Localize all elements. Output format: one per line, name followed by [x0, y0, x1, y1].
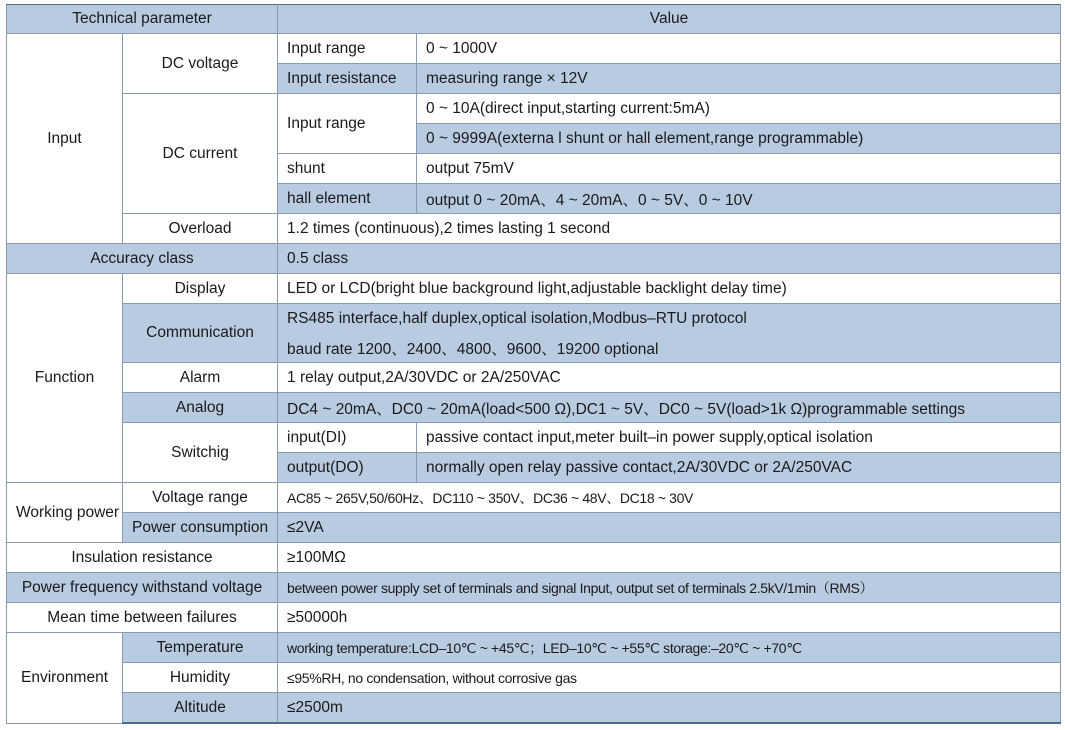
- header-value: Value: [278, 5, 1061, 34]
- table-row: [7, 363, 1061, 393]
- dc-voltage-range-value: 0 ~ 1000V: [417, 34, 1061, 64]
- analog-value: DC4 ~ 20mA、DC0 ~ 20mA(load<500 Ω),DC1 ~ 5V、DC0 ~ 5V(load>1k Ω)programmable settings: [278, 393, 1061, 423]
- working-power-label: Working power: [7, 483, 123, 543]
- dc-current-range-value-1: 0 ~ 10A(direct input,starting current:5mA): [417, 94, 1061, 124]
- dc-current-hall-value: output 0 ~ 20mA、4 ~ 20mA、0 ~ 5V、0 ~ 10V: [417, 184, 1061, 214]
- dc-voltage-resistance-label: Input resistance: [278, 64, 417, 94]
- accuracy-value: 0.5 class: [278, 244, 1061, 274]
- input-label: Input: [7, 34, 123, 244]
- dc-current-shunt-value: output 75mV: [417, 154, 1061, 184]
- humidity-value: ≤95%RH, no condensation, without corrosive gas: [278, 663, 1061, 693]
- table-row: [7, 304, 1061, 334]
- table-row: [7, 633, 1061, 663]
- power-consumption-label: Power consumption: [123, 513, 278, 543]
- temperature-value: working temperature:LCD–10℃ ~ +45℃；LED–10℃ ~ +55℃ storage:–20℃ ~ +70℃: [278, 633, 1061, 663]
- voltage-range-value: AC85 ~ 265V,50/60Hz、DC110 ~ 350V、DC36 ~ 48V、DC18 ~ 30V: [278, 483, 1061, 513]
- dc-voltage-range-label: Input range: [278, 34, 417, 64]
- table-row: [7, 423, 1061, 453]
- insulation-label: Insulation resistance: [7, 543, 278, 573]
- temperature-label: Temperature: [123, 633, 278, 663]
- alarm-value: 1 relay output,2A/30VDC or 2A/250VAC: [278, 363, 1061, 393]
- table-row: [7, 603, 1061, 633]
- switching-do-value: normally open relay passive contact,2A/30VDC or 2A/250VAC: [417, 453, 1061, 483]
- table-row: [7, 214, 1061, 244]
- insulation-value: ≥100MΩ: [278, 543, 1061, 573]
- switching-di-value: passive contact input,meter built–in power supply,optical isolation: [417, 423, 1061, 453]
- table-row: [7, 513, 1061, 543]
- communication-value-1: RS485 interface,half duplex,optical isolation,Modbus–RTU protocol: [278, 304, 1061, 334]
- function-label: Function: [7, 274, 123, 483]
- table-row: [7, 94, 1061, 124]
- spec-table-wrapper: [6, 4, 1060, 724]
- table-row: [7, 244, 1061, 274]
- header-param: Technical parameter: [7, 5, 278, 34]
- voltage-range-label: Voltage range: [123, 483, 278, 513]
- alarm-label: Alarm: [123, 363, 278, 393]
- dc-voltage-resistance-value: measuring range × 12V: [417, 64, 1061, 94]
- table-row: [7, 34, 1061, 64]
- display-value: LED or LCD(bright blue background light,adjustable backlight delay time): [278, 274, 1061, 304]
- dc-current-shunt-label: shunt: [278, 154, 417, 184]
- table-row: [7, 573, 1061, 603]
- dc-current-range-value-2: 0 ~ 9999A(externa l shunt or hall element,range programmable): [417, 124, 1061, 154]
- withstand-value: between power supply set of terminals and signal Input, output set of terminals 2.5kV/1min（RMS）: [278, 573, 1061, 603]
- mtbf-label: Mean time between failures: [7, 603, 278, 633]
- dc-voltage-label: DC voltage: [123, 34, 278, 94]
- mtbf-value: ≥50000h: [278, 603, 1061, 633]
- overload-label: Overload: [123, 214, 278, 244]
- environment-label: Environment: [7, 633, 123, 724]
- table-row: [7, 693, 1061, 724]
- withstand-label: Power frequency withstand voltage: [7, 573, 278, 603]
- dc-current-label: DC current: [123, 94, 278, 214]
- dc-current-range-label: Input range: [278, 94, 417, 154]
- table-row: [7, 663, 1061, 693]
- altitude-label: Altitude: [123, 693, 278, 724]
- overload-value: 1.2 times (continuous),2 times lasting 1 second: [278, 214, 1061, 244]
- altitude-value: ≤2500m: [278, 693, 1061, 724]
- communication-label: Communication: [123, 304, 278, 363]
- communication-value-2: baud rate 1200、2400、4800、9600、19200 optional: [278, 333, 1061, 363]
- table-header-row: [7, 5, 1061, 34]
- dc-current-hall-label: hall element: [278, 184, 417, 214]
- power-consumption-value: ≤2VA: [278, 513, 1061, 543]
- switching-label: Switchig: [123, 423, 278, 483]
- display-label: Display: [123, 274, 278, 304]
- switching-do-label: output(DO): [278, 453, 417, 483]
- table-row: [7, 543, 1061, 573]
- humidity-label: Humidity: [123, 663, 278, 693]
- table-row: [7, 483, 1061, 513]
- table-row: [7, 393, 1061, 423]
- accuracy-label: Accuracy class: [7, 244, 278, 274]
- switching-di-label: input(DI): [278, 423, 417, 453]
- technical-parameter-table: [6, 4, 1061, 724]
- table-row: [7, 274, 1061, 304]
- analog-label: Analog: [123, 393, 278, 423]
